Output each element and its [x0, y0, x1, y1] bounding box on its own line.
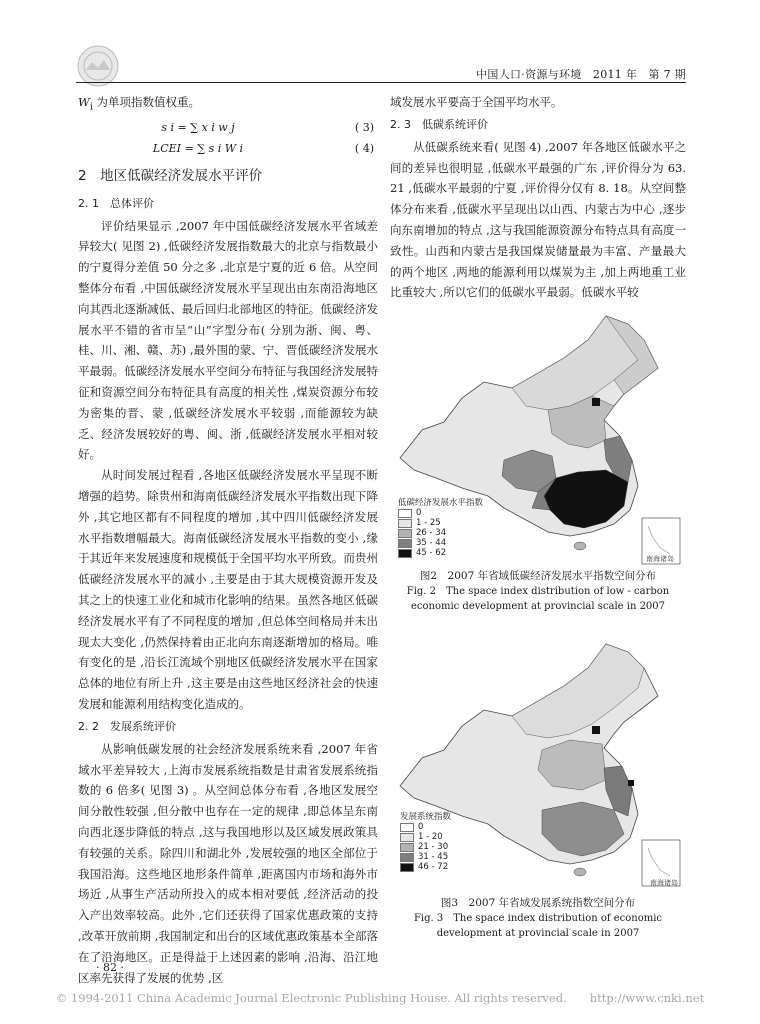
legend-title: 低碳经济发展水平指数	[398, 498, 484, 508]
var-w-sub: i	[89, 101, 93, 113]
legend-label: 31 - 45	[418, 852, 449, 862]
legend-label: 0	[416, 508, 422, 518]
inset-label-fig2: 南海诸岛	[646, 555, 674, 563]
legend-swatch	[400, 833, 414, 842]
paragraph-lowcarbon: 从低碳系统来看( 见图 4) ,2007 年各地区低碳水平之间的差异也很明显 ,低碳水平最强的广东 ,评价得分为 63. 21 ,低碳水平最弱的宁夏 ,评价得分仅有 8. 18。从空间整体分布来看 ,低碳水平呈现出以山西、内蒙古为中心 ,逐步向东南增加的特点 ,这与我国能源资源分布特点具有高度一致性。山西和内蒙古是我国煤炭储量最为丰富、产量最大的两个地区 ,两地的能源利用以煤炭为主 ,加上两地重工业比重较大 ,所以它们的低碳水平最弱。低碳水平较	[390, 139, 686, 300]
figure-2-legend	[398, 498, 483, 558]
caption-cn: 图3 2007 年省域发展系统指数空间分布	[440, 897, 636, 909]
map-region-beijing	[592, 398, 600, 406]
inset-label-fig3: 南海诸岛	[650, 879, 678, 887]
legend-item	[400, 852, 451, 862]
legend-item	[398, 528, 483, 538]
weight-definition	[78, 92, 378, 118]
var-w: W	[78, 95, 90, 109]
map-region-hainan	[574, 542, 586, 550]
formula-3	[78, 118, 378, 139]
legend-label: 21 - 30	[418, 842, 449, 852]
legend-item	[400, 842, 451, 852]
map-region-hainan	[574, 868, 586, 876]
paragraph-overall: 评价结果显示 ,2007 年中国低碳经济发展水平省域差异较大( 见图 2) ,低碳经济发展指数最大的北京与指数最小的宁夏得分差值 50 分之多 ,北京是宁夏的近 6 倍。从空间整体分布看 ,中国低碳经济发展水平呈现出由东南沿海地区向其西北逐渐减低、最后回归北部地区的特征。低碳经济发展水平不错的省市呈“山”字型分布( 分别为浙、闽、粤、桂、川、湘、赣、苏) ,最外围的蒙、宁、晋低碳经济发展水平最弱。低碳经济发展水平空间分布特征与我国经济发展特征和资源空间分布特征具有高度的相关性 ,煤炭资源分布较为密集的晋、蒙 ,低碳经济发展水平较弱 ,而能源较为缺乏、经济发展较好的粤、闽、浙 ,低碳经济发展水平相对较好。	[78, 218, 378, 462]
map-region-beijing	[592, 726, 600, 734]
legend-label: 1 - 25	[416, 518, 441, 528]
legend-swatch	[398, 529, 412, 538]
formula-4-expr: LCEI = ∑ s i W i	[152, 141, 244, 155]
legend-swatch	[400, 843, 414, 852]
section-heading-2: 2 地区低碳经济发展水平评价	[78, 167, 263, 184]
legend-item	[398, 508, 483, 518]
legend-item	[398, 518, 483, 528]
legend-swatch	[398, 519, 412, 528]
left-column	[78, 92, 378, 988]
page-number: · 82 ·	[96, 961, 124, 974]
legend-label: 0	[418, 822, 424, 832]
caption-en-line1: Fig. 2 The space index distribution of low - carbon	[406, 586, 670, 597]
caption-en-line2: development at provincial scale in 2007	[436, 928, 640, 939]
right-column	[390, 92, 686, 303]
formula-4-number: ( 4)	[354, 141, 374, 155]
legend-title: 发展系统指数	[400, 812, 452, 822]
legend-swatch	[400, 863, 414, 872]
figure-3-caption	[390, 896, 686, 941]
legend-swatch	[398, 509, 412, 518]
caption-en-line2: economic development at provincial scale in 2007	[410, 601, 666, 612]
copyright-footer: © 1994-2011 China Academic Journal Electronic Publishing House. All rights reserved. http://www.cnki.net	[55, 991, 705, 1005]
caption-en-line1: Fig. 3 The space index distribution of economic	[413, 913, 663, 924]
weight-text: 为单项指数值权重。	[92, 95, 201, 109]
legend-item	[400, 832, 451, 842]
legend-label: 35 - 44	[416, 538, 447, 548]
legend-item	[400, 862, 451, 872]
legend-item	[400, 822, 451, 832]
legend-item	[398, 538, 483, 548]
subsection-heading-2-2: 2. 2 发展系统评价	[78, 719, 176, 733]
formula-3-expr: s i = ∑ x i w j	[161, 121, 235, 135]
legend-label: 45 - 62	[416, 548, 447, 558]
map-region-north	[512, 644, 644, 738]
legend-swatch	[400, 853, 414, 862]
figure-2-caption	[390, 569, 686, 614]
legend-swatch	[400, 823, 414, 832]
header-rule	[76, 82, 686, 83]
figure-3-legend	[400, 812, 451, 872]
legend-swatch	[398, 539, 412, 548]
caption-cn: 图2 2007 年省域低碳经济发展水平指数空间分布	[419, 570, 657, 582]
legend-label: 1 - 20	[418, 832, 443, 842]
running-header: 中国人口·资源与环境 2011 年 第 7 期	[476, 68, 686, 81]
paragraph-development: 从影响低碳发展的社会经济发展系统来看 ,2007 年省域水平差异较大 ,上海市发展系统指数是甘肃省发展系统指数的 6 倍多( 见图 3) 。从空间总体分布看 ,各地区发展空间分散性较强 ,但分散中也存在一定的规律 ,即总体呈东南向西北逐步降低的特点 ,这与我国地形以及区域发展政策具有较强的关系。除四川和湖北外 ,发展较强的地区全部位于我国沿海。这些地区地形条件简单 ,距离国内市场和海外市场近 ,从事生产活动所投入的成本相对要低 ,经济活动的投入产出效率较高。此外 ,它们还获得了国家优惠政策的支持 ,改革开放前期 ,我国制定和出台的区域优惠政策基本全部落在了沿海地区。正是得益于上述因素的影响 ,沿海、沿江地区率先获得了发展的优势 ,区	[78, 741, 378, 985]
formula-4	[78, 139, 378, 160]
map-region-shanghai	[628, 780, 634, 786]
paragraph-continued: 域发展水平要高于全国平均水平。	[390, 95, 563, 109]
legend-label: 46 - 72	[418, 862, 449, 872]
legend-label: 26 - 34	[416, 528, 447, 538]
subsection-heading-2-3: 2. 3 低碳系统评价	[390, 117, 488, 131]
legend-item	[398, 548, 483, 558]
legend-swatch	[398, 549, 412, 558]
subsection-heading-2-1: 2. 1 总体评价	[78, 196, 154, 210]
formula-3-number: ( 3)	[354, 121, 374, 135]
paragraph-temporal: 从时间发展过程看 ,各地区低碳经济发展水平呈现不断增强的趋势。除贵州和海南低碳经济发展水平指数出现下降外 ,其它地区都有不同程度的增加 ,其中四川低碳经济发展水平指数增幅最大。海南低碳经济发展水平指数的变小 ,缘于其近年来发展速度和规模低于全国平均水平所致。而贵州低碳经济发展水平的减小 ,主要是由于其大规模资源开发及其之上的快速工业化和城市化影响的结果。虽然各地区低碳经济发展水平有了不同程度的增加 ,但总体空间格局并未出现太大变化 ,仍然保持着由正北向东南逐渐增加的格局。唯有变化的是 ,沿长江流域个别地区低碳经济发展水平在国家总体的地位有所上升 ,这主要是由这些地区经济社会的快速发展和能源利用结构变化造成的。	[78, 468, 378, 712]
